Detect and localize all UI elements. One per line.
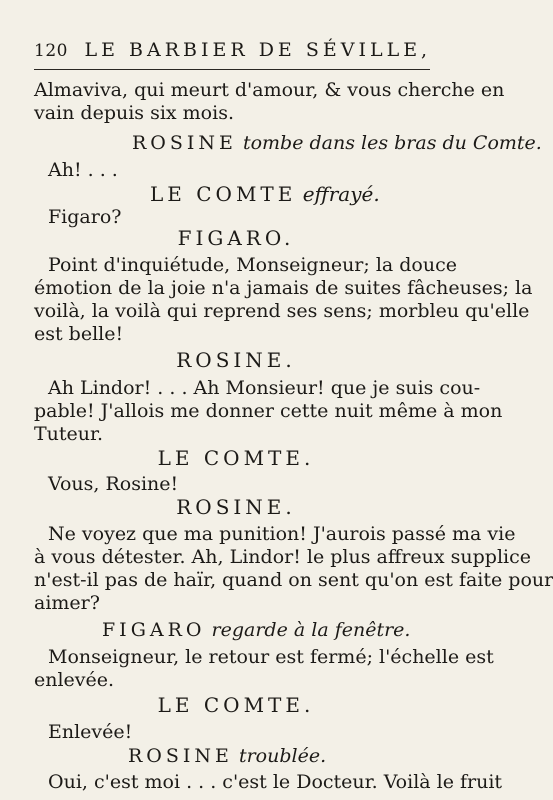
direction-text: regarde à la fenêtre.	[211, 619, 411, 641]
text-line: voilà, la voilà qui reprend ses sens; morbleu qu'elle	[34, 300, 530, 322]
speaker-name: LE COMTE	[150, 182, 297, 206]
page-number: 120	[34, 41, 68, 61]
text-line: enlevée.	[34, 669, 115, 691]
direction-text: troublée.	[238, 745, 327, 767]
text-line: pable! J'allois me donner cette nuit même à mon	[34, 400, 503, 422]
text-line: Monseigneur, le retour est fermé; l'échelle est	[48, 646, 494, 668]
speaker-heading: FIGARO.	[177, 226, 295, 250]
text-line: à vous détester. Ah, Lindor! le plus affreux supplice	[34, 546, 532, 568]
direction-text: tombe dans les bras du Comte.	[242, 132, 542, 154]
stage-direction	[132, 131, 542, 155]
speaker-name: FIGARO	[102, 619, 206, 641]
speaker-heading: LE COMTE.	[157, 693, 315, 717]
text-line: Tuteur.	[34, 423, 104, 445]
running-header	[34, 38, 431, 63]
text-line: Figaro?	[48, 206, 122, 228]
text-line: Point d'inquiétude, Monseigneur; la douce	[48, 254, 457, 276]
text-line: Oui, c'est moi . . . c'est le Docteur. Voilà le fruit	[48, 771, 503, 793]
text-line: Almaviva, qui meurt d'amour, & vous cherche en	[34, 79, 505, 101]
stage-direction	[150, 182, 380, 206]
text-line: Ah! . . .	[48, 159, 118, 181]
running-title: LE BARBIER DE SÉVILLE,	[84, 39, 432, 61]
text-line: émotion de la joie n'a jamais de suites fâcheuses; la	[34, 277, 533, 299]
text-line: aimer?	[34, 592, 100, 614]
direction-text: effrayé.	[302, 182, 380, 206]
header-rule	[34, 69, 430, 70]
text-line: Ah Lindor! . . . Ah Monsieur! que je suis cou-	[48, 377, 481, 399]
text-line: vain depuis six mois.	[34, 102, 234, 124]
text-line: Ne voyez que ma punition! J'aurois passé ma vie	[48, 523, 516, 545]
speaker-heading: LE COMTE.	[157, 446, 315, 470]
text-line: est belle!	[34, 323, 124, 345]
text-line: Vous, Rosine!	[48, 473, 179, 495]
speaker-name: ROSINE	[132, 132, 237, 154]
speaker-name: ROSINE	[128, 745, 233, 767]
stage-direction	[102, 618, 410, 642]
stage-direction	[128, 744, 326, 768]
text-line: n'est-il pas de haïr, quand on sent qu'on est faite pour	[34, 569, 553, 591]
speaker-heading: ROSINE.	[176, 495, 296, 519]
text-line: Enlevée!	[48, 721, 133, 743]
speaker-heading: ROSINE.	[176, 348, 296, 372]
